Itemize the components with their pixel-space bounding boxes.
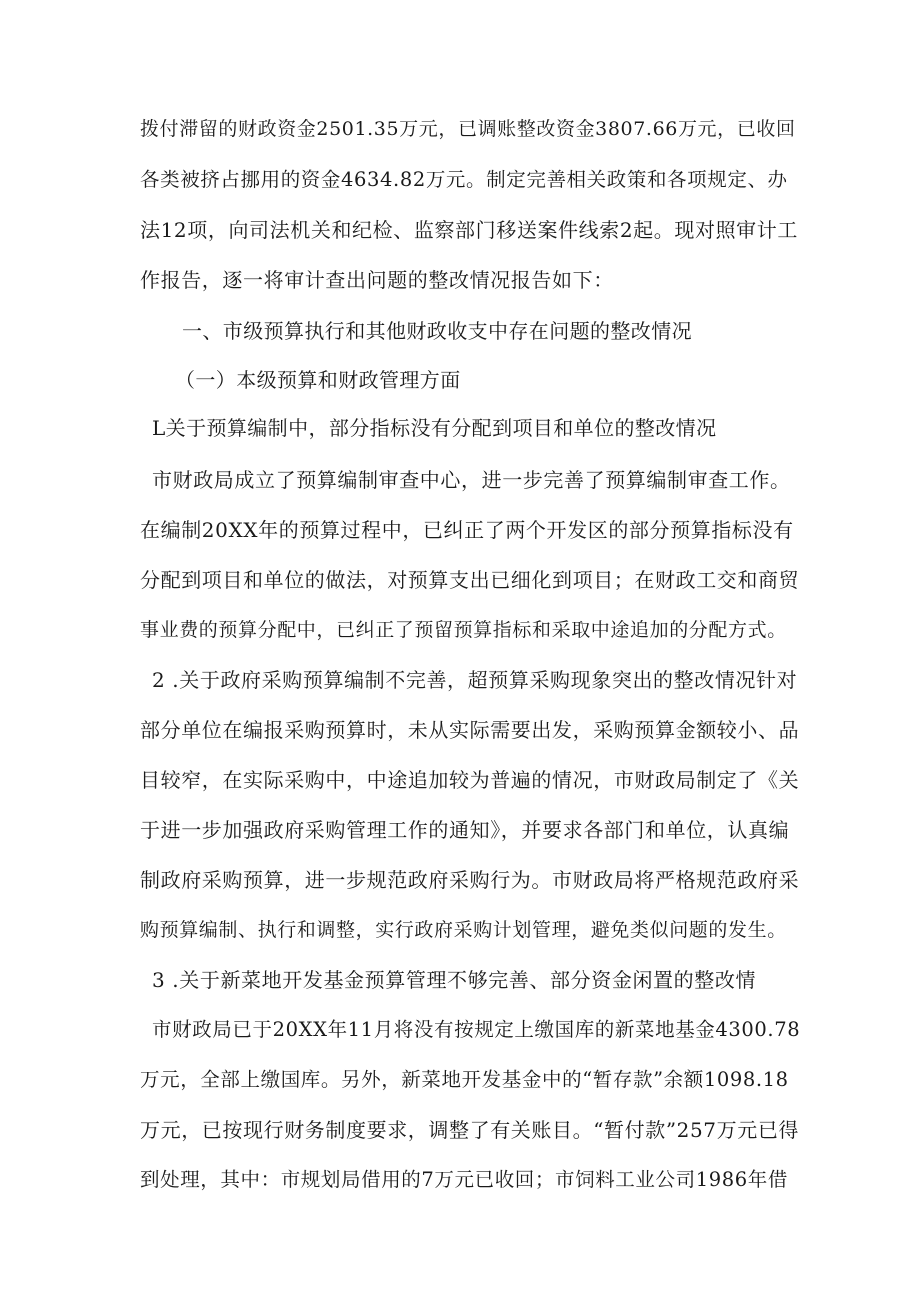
paragraph-line: 市财政局已于20XX年11月将没有按规定上缴国库的新菜地基金4300.78 xyxy=(152,1018,801,1041)
item-heading: 2 .关于政府采购预算编制不完善，超预算采购现象突出的整改情况针对 xyxy=(152,668,798,692)
paragraph-line: 部分单位在编报采购预算时，未从实际需要出发，采购预算金额较小、品 xyxy=(140,718,800,742)
paragraph-line: 到处理，其中：市规划局借用的7万元已收回；市饲料工业公司1986年借 xyxy=(140,1168,788,1191)
paragraph-line: 市财政局成立了预算编制审查中心，进一步完善了预算编制审查工作。 xyxy=(152,468,791,492)
paragraph-line: 作报告，逐一将审计查出问题的整改情况报告如下： xyxy=(140,268,614,292)
paragraph-line: 购预算编制、执行和调整，实行政府采购计划管理，避免类似问题的发生。 xyxy=(140,919,787,941)
paragraph-line: 万元，全部上缴国库。另外，新菜地开发基金中的“暂存款”余额1098.18 xyxy=(140,1068,789,1091)
subsection-heading: （一）本级预算和财政管理方面 xyxy=(175,368,461,392)
paragraph-line: 各类被挤占挪用的资金4634.82万元。制定完善相关政策和各项规定、办 xyxy=(140,168,788,191)
paragraph-line: 万元，已按现行财务制度要求，调整了有关账目。“暂付款”257万元已得 xyxy=(140,1118,800,1142)
paragraph-line: 在编制20XX年的预算过程中，已纠正了两个开发区的部分预算指标没有 xyxy=(140,518,794,542)
paragraph-line: 于进一步加强政府采购管理工作的通知》，并要求各部门和单位，认真编 xyxy=(140,818,790,842)
section-heading: 一、市级预算执行和其他财政收支中存在问题的整改情况 xyxy=(182,319,692,343)
paragraph-line: 分配到项目和单位的做法，对预算支出已细化到项目；在财政工交和商贸 xyxy=(140,568,800,592)
paragraph-line: 拨付滞留的财政资金2501.35万元，已调账整改资金3807.66万元，已收回 xyxy=(140,118,796,140)
item-heading: 3 .关于新菜地开发基金预算管理不够完善、部分资金闲置的整改情 xyxy=(152,968,757,992)
paragraph-line: 事业费的预算分配中，已纠正了预留预算指标和采取中途追加的分配方式。 xyxy=(140,619,787,641)
paragraph-line: 法12项，向司法机关和纪检、监察部门移送案件线索2起。现对照审计工 xyxy=(140,218,798,242)
paragraph-line: 目较窄，在实际采购中，中途追加较为普遍的情况，市财政局制定了《关 xyxy=(140,768,800,792)
item-heading: L关于预算编制中，部分指标没有分配到项目和单位的整改情况 xyxy=(152,416,717,440)
paragraph-line: 制政府采购预算，进一步规范政府采购行为。市财政局将严格规范政府采 xyxy=(140,868,800,892)
